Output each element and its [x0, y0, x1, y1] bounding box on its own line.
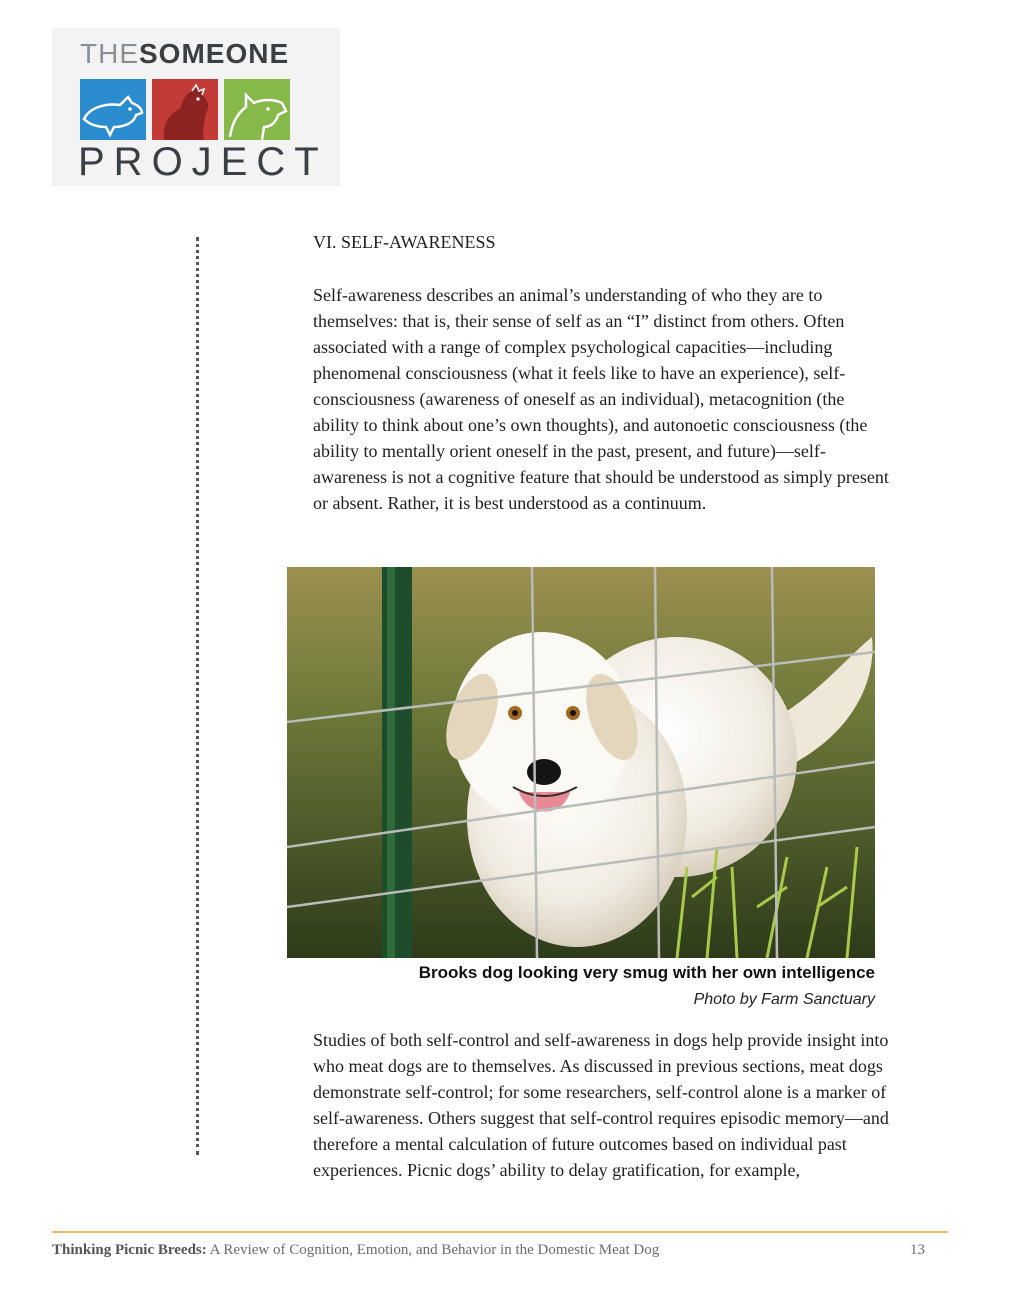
logo-word-the: THE: [80, 38, 139, 69]
section-heading: VI. SELF-AWARENESS: [313, 232, 496, 252]
pig-icon: [80, 79, 146, 140]
photo-credit: Photo by Farm Sanctuary: [693, 991, 875, 1008]
page-number: 13: [910, 1242, 925, 1258]
footer-title: [52, 1242, 659, 1259]
logo-wordmark-top: [80, 38, 289, 70]
footer-divider: [52, 1231, 948, 1233]
the-someone-project-logo: [52, 28, 340, 186]
body-paragraph-2: Studies of both self-control and self-awareness in dogs help provide insight into who meat dogs are to themselves. As discussed in previous sections, meat dogs demonstrate self-control; for some researchers, self-control alone is a marker of self-awareness. Others suggest that self-control requires episodic memory—and therefore a mental calculation of future outcomes based on individual past experiences. Picnic dogs’ ability to delay gratification, for example,: [313, 1030, 889, 1180]
footer-title-bold: Thinking Picnic Breeds:: [52, 1242, 207, 1258]
body-paragraph-1: Self-awareness describes an animal’s understanding of who they are to themselves: that is, their sense of self as an “I” distinct from others. Often associated with a range of complex psychological capacities—including phenomenal consciousness (what it feels like to have an experience), self-consciousness (awareness of oneself as an individual), metacognition (the ability to think about one’s own thoughts), and autonoetic consciousness (the ability to mentally orient oneself in the past, present, and future)—self-awareness is not a cognitive feature that should be understood as simply present or absent. Rather, it is best understood as a continuum.: [313, 285, 889, 513]
footer-title-rest: A Review of Cognition, Emotion, and Behavior in the Domestic Meat Dog: [206, 1242, 660, 1258]
dog-icon: [224, 79, 290, 140]
dotted-margin-rule: [196, 237, 199, 1155]
chicken-icon: [152, 79, 218, 140]
dog-photo: [287, 567, 875, 958]
logo-word-someone: SOMEONE: [139, 38, 290, 69]
photo-caption: Brooks dog looking very smug with her own intelligence: [418, 963, 875, 982]
logo-word-project: PROJECT: [78, 140, 328, 184]
